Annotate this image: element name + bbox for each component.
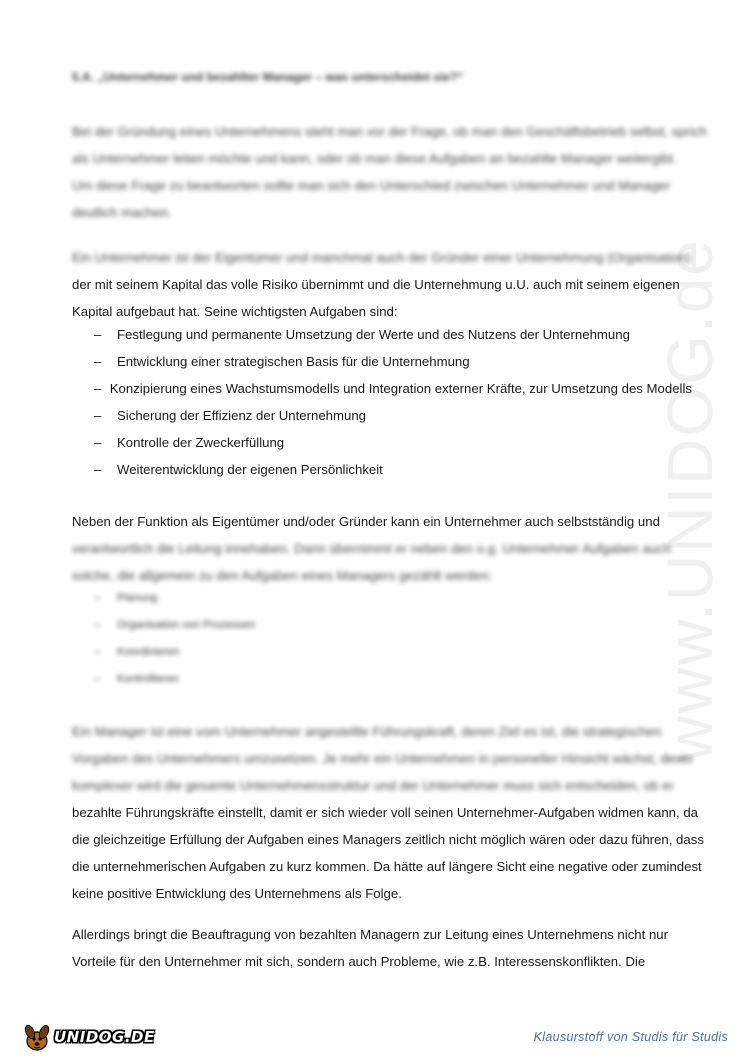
list-item: [72, 402, 692, 429]
section-heading: 5.A. „Unternehmer und bezahlter Manager – was unterscheidet sie?“: [72, 70, 464, 84]
text-line: Ein Manager ist eine vom Unternehmer angestellte Führungskraft, deren Ziel es ist, die strategischen: [72, 724, 662, 739]
list-item: [72, 585, 692, 612]
footer-tagline: Klausurstoff von Studis für Studis: [533, 1030, 728, 1044]
paragraph-intro: [72, 118, 707, 226]
text-line: der mit seinem Kapital das volle Risiko übernimmt und die Unternehmung u.U. auch mit seinem eigenen: [72, 277, 680, 292]
unidog-logo[interactable]: [22, 1016, 162, 1052]
text-line: die gleichzeitige Erfüllung der Aufgaben eines Managers zeitlich nicht möglich wären oder dazu führen, dass: [72, 832, 704, 847]
text-line: Kapital aufgebaut hat. Seine wichtigsten Aufgaben sind:: [72, 304, 398, 319]
text-line: Neben der Funktion als Eigentümer und/oder Gründer kann ein Unternehmer auch selbstständig und: [72, 514, 660, 529]
dash-bullet: –: [94, 381, 102, 396]
paragraph-entrepreneur: [72, 244, 691, 325]
text-line: die unternehmerischen Aufgaben zu kurz kommen. Da hätte auf längere Sicht eine negative oder zumindest: [72, 859, 702, 874]
dash-bullet: –: [94, 619, 101, 631]
list-item-text: Weiterentwicklung der eigenen Persönlichkeit: [117, 462, 383, 477]
list-item: [72, 348, 692, 375]
list-item: [72, 456, 692, 483]
list-item: [72, 321, 692, 348]
text-line: Vorgaben des Unternehmers umzusetzen. Je mehr ein Unternehmen in personeller Hinsicht wächst, desto: [72, 751, 693, 766]
text-line: komplexer wird die gesamte Unternehmensstruktur und der Unternehmer muss sich entscheiden, ob er: [72, 778, 674, 793]
list-item-text: Organisation von Prozessen: [117, 619, 256, 631]
text-line: verantwortlich die Leitung innehaben. Dann übernimmt er neben den o.g. Unternehmer Aufgaben auch: [72, 541, 671, 556]
dash-bullet: –: [94, 408, 102, 423]
paragraph-manager: [72, 718, 704, 907]
text-line: Bei der Gründung eines Unternehmens steht man vor der Frage, ob man den Geschäftsbetrieb selbst, sprich: [72, 124, 707, 139]
text-line: Um diese Frage zu beantworten sollte man sich den Unterschied zwischen Unternehmer und Manager: [72, 178, 671, 193]
dash-bullet: –: [94, 462, 102, 477]
text-line: Vorteile für den Unternehmer mit sich, sondern auch Probleme, wie z.B. Interessenskonflikten. Die: [72, 954, 646, 969]
text-line: keine positive Entwicklung des Unternehmens als Folge.: [72, 886, 402, 901]
dog-mascot-icon: [22, 1022, 52, 1052]
list-item: [72, 429, 692, 456]
dash-bullet: –: [94, 646, 101, 658]
text-line: deutlich machen.: [72, 205, 172, 220]
text-line: solche, die allgemein zu den Aufgaben eines Managers gezählt werden:: [72, 568, 493, 583]
dash-bullet: –: [94, 354, 102, 369]
dash-bullet: –: [94, 327, 102, 342]
list-item: [72, 375, 692, 402]
list-item: [72, 639, 692, 666]
list-item-text: Koordinieren: [117, 646, 180, 658]
list-item: [72, 666, 692, 693]
list-item-text: Planung: [117, 592, 158, 604]
text-line: Ein Unternehmer ist der Eigentümer und manchmal auch der Gründer einer Unternehmung (Organisation): [72, 250, 691, 265]
list-item-text: Festlegung und permanente Umsetzung der Werte und des Nutzens der Unternehmung: [117, 327, 630, 342]
paragraph-conflicts: [72, 921, 684, 975]
logo-text: UNIDOG.DE: [54, 1028, 155, 1046]
list-item-text: Konzipierung eines Wachstumsmodells und Integration externer Kräfte, zur Umsetzung des Modells: [109, 381, 692, 396]
text-line: bezahlte Führungskräfte einstellt, damit er sich wieder voll seinen Unternehmer-Aufgaben widmen kann, da: [72, 805, 699, 820]
dash-bullet: –: [94, 435, 102, 450]
list-item-text: Entwicklung einer strategischen Basis für die Unternehmung: [117, 354, 470, 369]
list-item-text: Sicherung der Effizienz der Unternehmung: [117, 408, 366, 423]
text-line: Allerdings bringt die Beauftragung von bezahlten Managern zur Leitung eines Unternehmens nicht nur: [72, 927, 669, 942]
paragraph-independent: [72, 508, 684, 589]
manager-task-list: [72, 585, 692, 693]
dash-bullet: –: [94, 673, 101, 685]
list-item-text: Kontrolle der Zweckerfüllung: [117, 435, 285, 450]
watermark-text: www.UNIDOG.de: [654, 238, 726, 762]
list-item: [72, 612, 692, 639]
dash-bullet: –: [94, 592, 101, 604]
text-line: als Unternehmer leiten möchte und kann, oder ob man diese Aufgaben an bezahlte Manager weitergibt.: [72, 151, 677, 166]
list-item-text: Kontrollieren: [117, 673, 179, 685]
entrepreneur-task-list: [72, 321, 692, 483]
